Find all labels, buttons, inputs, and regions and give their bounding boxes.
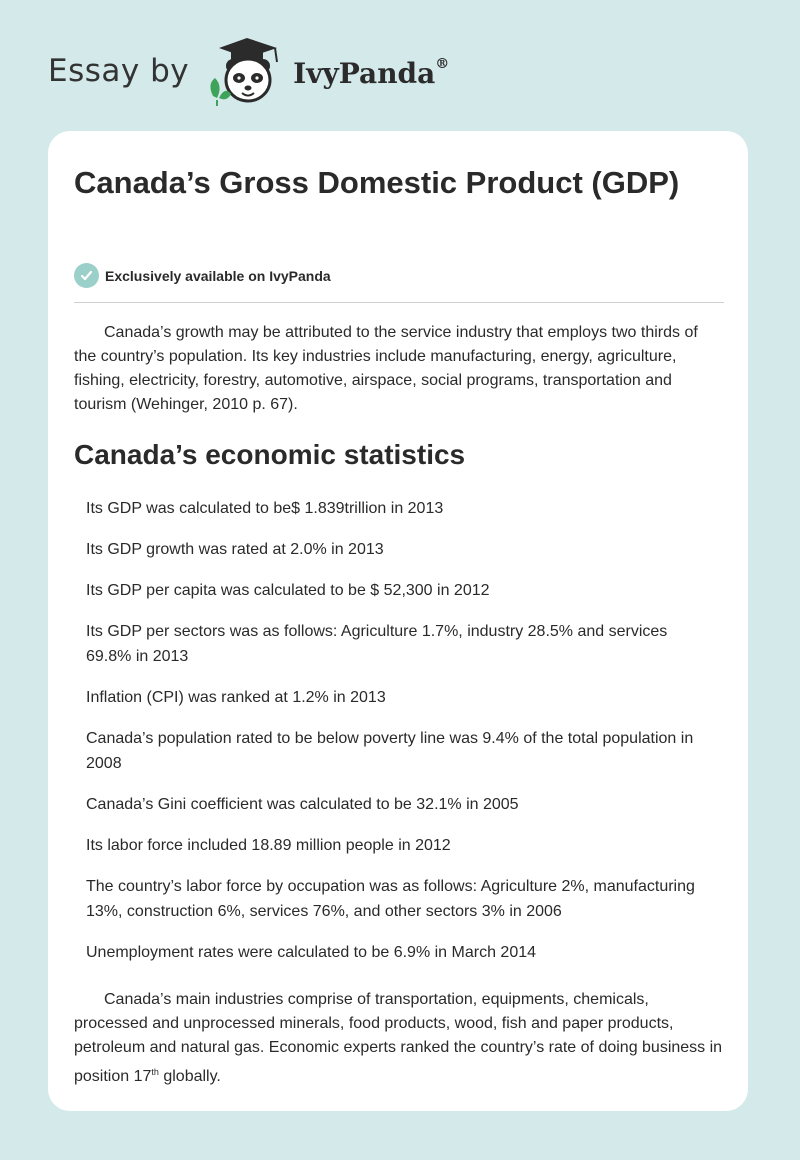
stats-list	[86, 496, 716, 981]
check-icon	[74, 263, 99, 288]
section-heading: Canada’s economic statistics	[74, 439, 466, 470]
list-item: Unemployment rates were calculated to be 6.9% in March 2014	[86, 944, 537, 961]
exclusive-label: Exclusively available on IvyPanda	[105, 267, 331, 284]
list-item: Canada’s population rated to be below poverty line was 9.4% of the total population in 2008	[86, 730, 694, 772]
panda-graduate-icon[interactable]	[205, 36, 289, 106]
intro-paragraph: Canada’s growth may be attributed to the service industry that employs two thirds of the country’s population. Its key industries include manufacturing, energy, agriculture, fishing, electricity, forestry, automotive, airspace, social programs, transportation and tourism (Wehinger, 2010 p. 67).	[74, 324, 698, 413]
site-header	[48, 36, 449, 106]
essay-by-label: Essay by	[48, 53, 190, 89]
list-item: Canada’s Gini coefficient was calculated to be 32.1% in 2005	[86, 796, 519, 813]
list-item: Inflation (CPI) was ranked at 1.2% in 2013	[86, 689, 386, 706]
list-item: Its GDP was calculated to be$ 1.839trillion in 2013	[86, 500, 444, 517]
ordinal-suffix: th	[151, 1067, 159, 1077]
closing-paragraph	[74, 988, 724, 1089]
list-item: The country’s labor force by occupation was as follows: Agriculture 2%, manufacturing 13%, construction 6%, services 76%, and other sectors 3% in 2006	[86, 878, 695, 920]
closing-tail: globally.	[158, 1068, 221, 1085]
exclusive-badge	[74, 263, 331, 288]
list-item: Its GDP per sectors was as follows: Agriculture 1.7%, industry 28.5% and services 69.8% in 2013	[86, 623, 668, 665]
brand-text[interactable]: IvyPanda	[293, 56, 436, 90]
page-title: Canada’s Gross Domestic Product (GDP)	[74, 165, 680, 200]
list-item: Its GDP per capita was calculated to be $ 52,300 in 2012	[86, 582, 490, 599]
brand-name[interactable]	[293, 57, 449, 90]
list-item: Its GDP growth was rated at 2.0% in 2013	[86, 541, 384, 558]
article-card	[48, 131, 748, 1111]
divider	[74, 302, 724, 303]
trademark-mark: ®	[435, 56, 450, 73]
closing-text: Canada’s main industries comprise of transportation, equipments, chemicals, processed and unprocessed minerals, food products, wood, fish and paper products, petroleum and natural gas. Economic experts ranked the country’s rate of doing business in position 17	[74, 991, 723, 1085]
list-item: Its labor force included 18.89 million people in 2012	[86, 837, 451, 854]
